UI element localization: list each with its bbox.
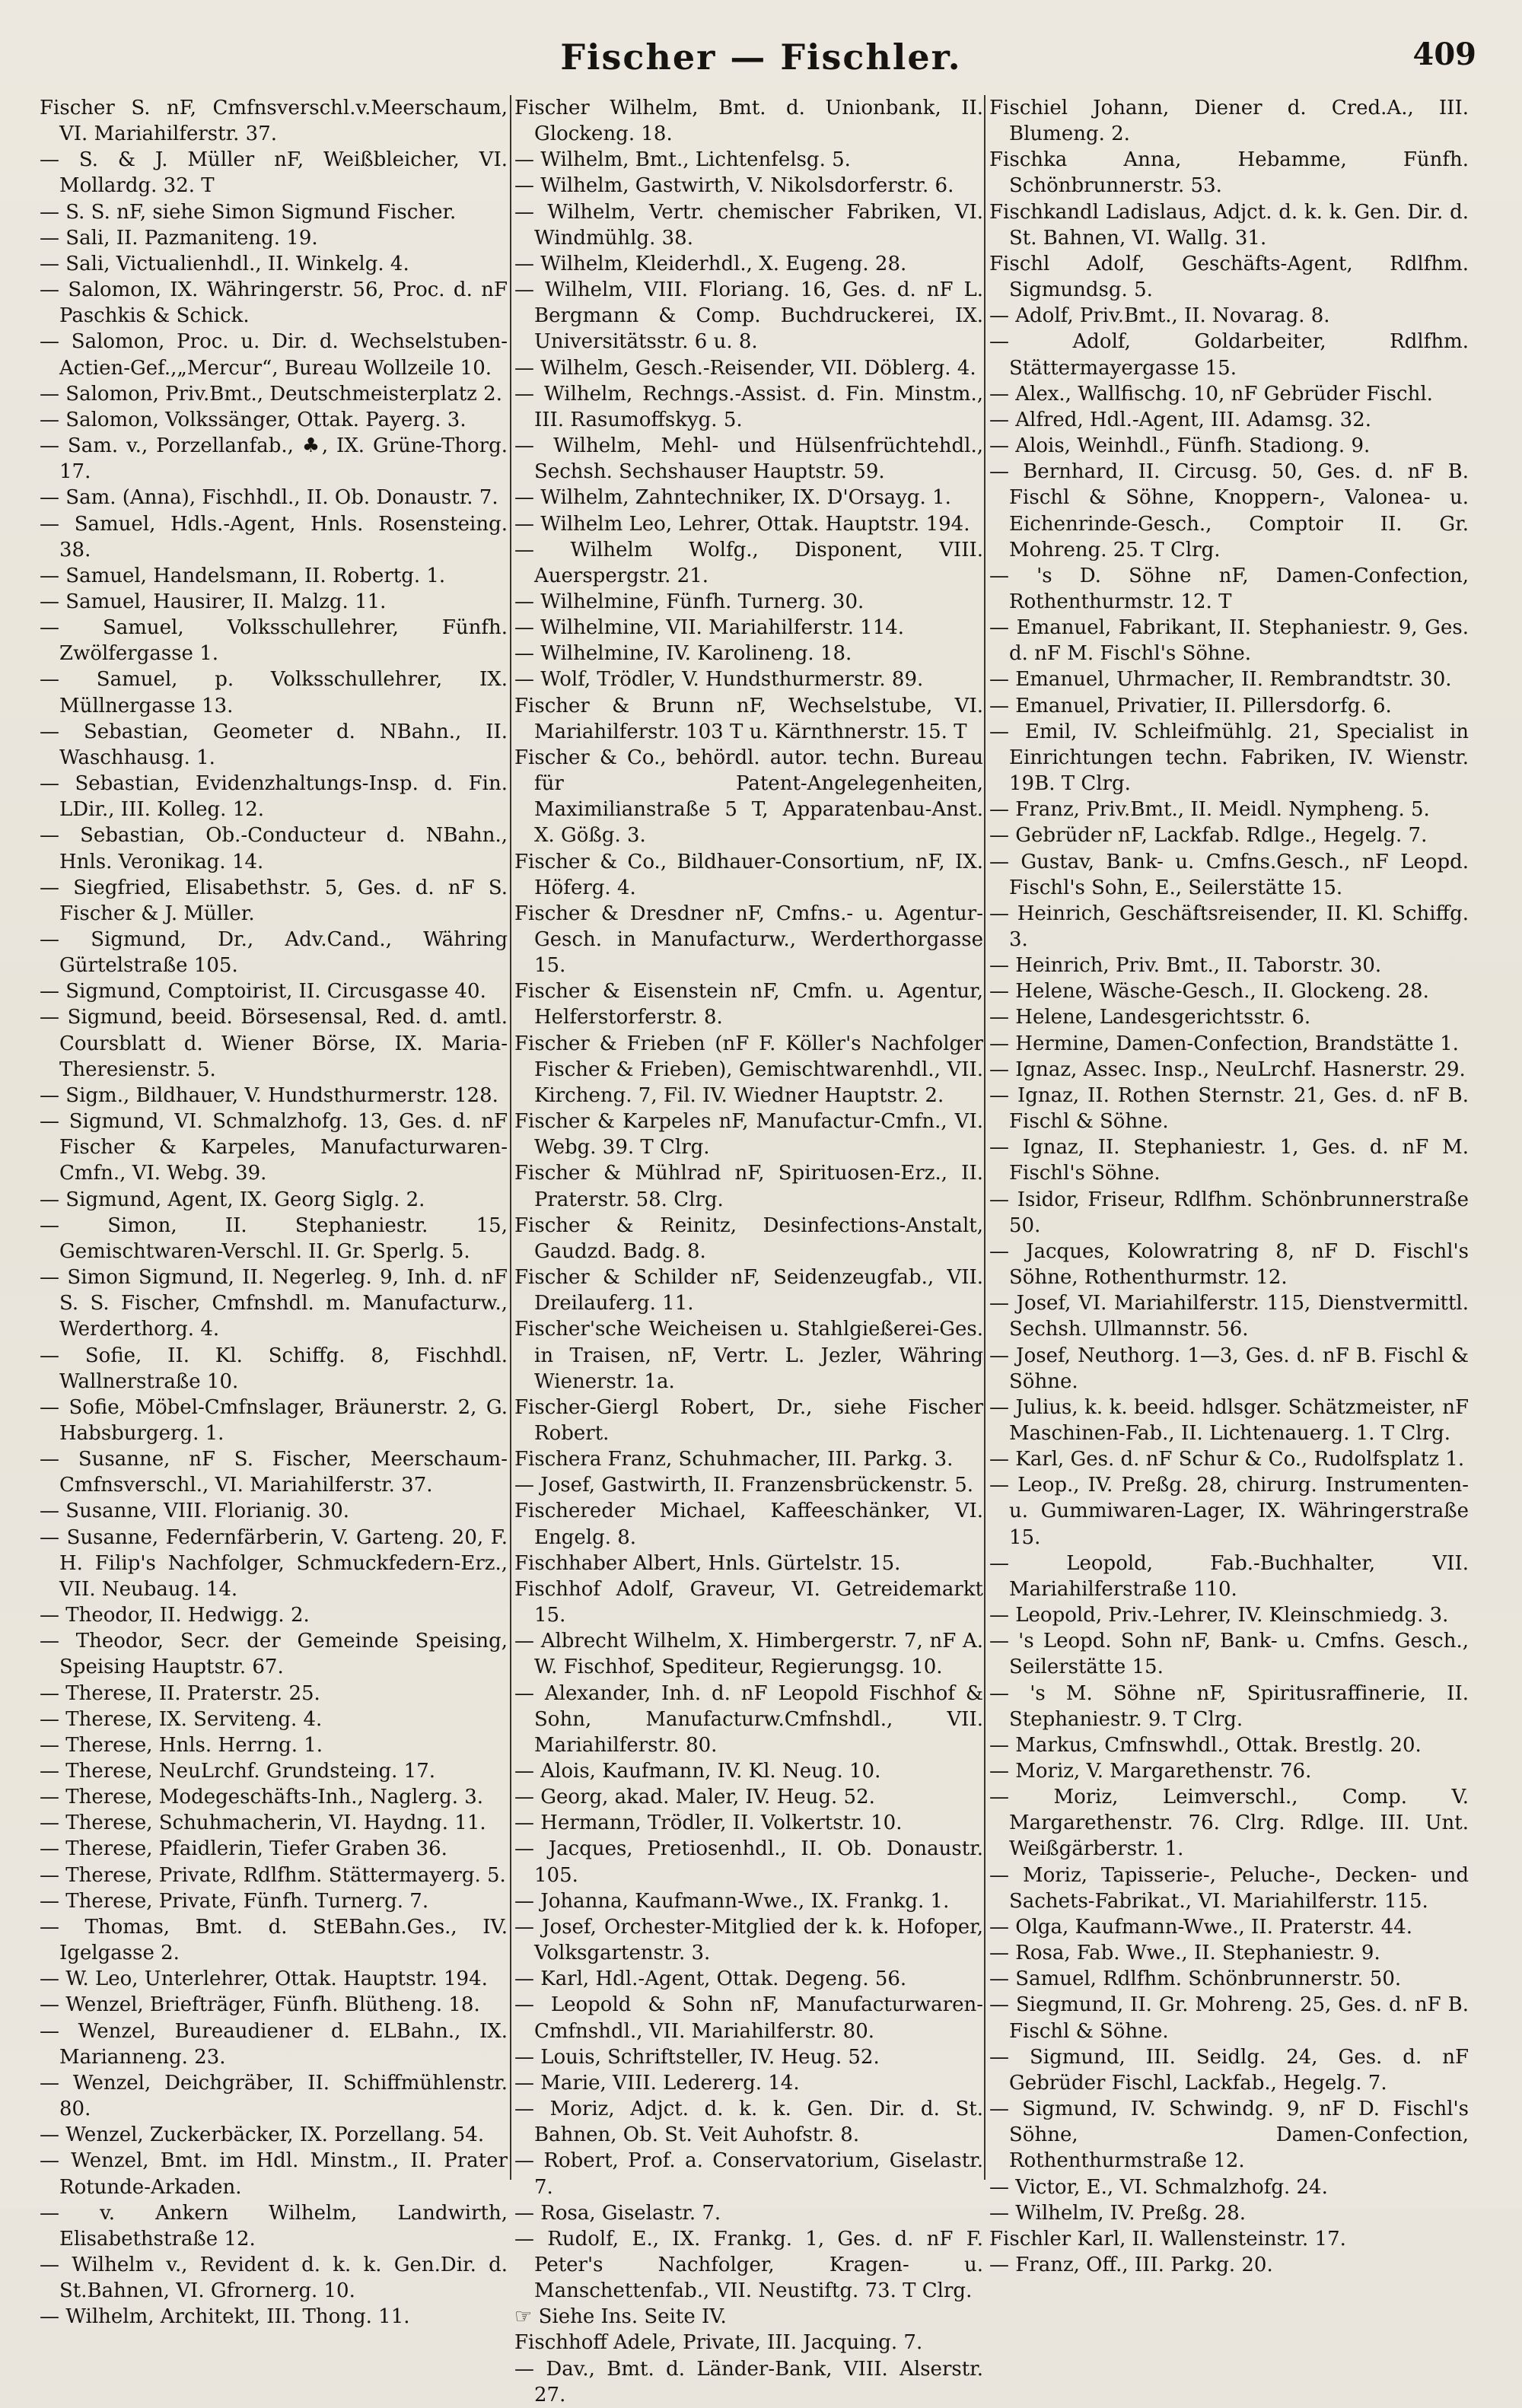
directory-entry: — Louis, Schriftsteller, IV. Heug. 52. bbox=[514, 2045, 880, 2069]
directory-entry: — Wenzel, Briefträger, Fünfh. Blütheng. 18. bbox=[40, 1993, 480, 2017]
directory-entry: — Karl, Ges. d. nF Schur & Co., Rudolfsplatz 1. bbox=[989, 1448, 1465, 1471]
directory-entry: — Markus, Cmfnswhdl., Ottak. Brestlg. 20. bbox=[989, 1733, 1422, 1757]
directory-entry: — Therese, II. Praterstr. 25. bbox=[40, 1681, 320, 1705]
directory-entry: — Gustav, Bank- u. Cmfns.Gesch., nF Leopd. Fischl's Sohn, E., Seilerstätte 15. bbox=[989, 850, 1469, 899]
directory-entry: — Alexander, Inh. d. nF Leopold Fischhof & Sohn, Manufacturw.Cmfnshdl., VII. Mariahilferstr. 80. bbox=[514, 1681, 983, 1757]
directory-entry: — Hermine, Damen-Confection, Brandstätte 1. bbox=[989, 1032, 1459, 1055]
directory-entry: — Bernhard, II. Circusg. 50, Ges. d. nF B. Fischl & Söhne, Knoppern-, Valonea- u. Eichenrinde-Gesch., Comptoir II. Gr. Mohreng. 25. T Clrg. bbox=[989, 460, 1469, 561]
directory-entry: — Jacques, Kolowratring 8, nF D. Fischl's Söhne, Rothenthurmstr. 12. bbox=[989, 1239, 1469, 1290]
directory-entry: — Leop., IV. Preßg. 28, chirurg. Instrumenten- u. Gummiwaren-Lager, IX. Währingerstraße 15. bbox=[989, 1474, 1469, 1549]
directory-entry: — Therese, Private, Fünfh. Turnerg. 7. bbox=[40, 1889, 429, 1913]
directory-entry: — Sebastian, Evidenzhaltungs-Insp. d. Fin. LDir., III. Kolleg. 12. bbox=[40, 772, 508, 822]
directory-entry: — Wilhelm, VIII. Floriang. 16, Ges. d. nF L. Bergmann & Comp. Buchdruckerei, IX. Universitätsstr. 6 u. 8. bbox=[514, 278, 983, 354]
page-header bbox=[0, 30, 1522, 84]
directory-entry: — S. S. nF, siehe Simon Sigmund Fischer. bbox=[40, 200, 457, 224]
directory-entry: — Leopold & Sohn nF, Manufacturwaren-Cmfnshdl., VII. Mariahilferstr. 80. bbox=[514, 1993, 983, 2043]
directory-entry: — Adolf, Goldarbeiter, Rdlfhm. Stättermayergasse 15. bbox=[989, 330, 1469, 380]
directory-entry: — Sam. v., Porzellanfab., ♣, IX. Grüne-Thorg. 17. bbox=[40, 434, 508, 484]
directory-entry: — Therese, IX. Serviteng. 4. bbox=[40, 1707, 323, 1731]
directory-entry: Fischer & Schilder nF, Seidenzeugfab., VII. Dreilauferg. 11. bbox=[514, 1266, 983, 1315]
column-left bbox=[40, 95, 508, 2329]
directory-entry: — Salomon, Volkssänger, Ottak. Payerg. 3. bbox=[40, 408, 466, 431]
directory-entry: — Julius, k. k. beeid. hdlsger. Schätzmeister, nF Maschinen-Fab., II. Lichtenauerg. 1. T Clrg. bbox=[989, 1395, 1469, 1445]
directory-entry: — Wilhelm, Architekt, III. Thong. 11. bbox=[40, 2305, 410, 2329]
directory-entry: Fischer & Eisenstein nF, Cmfn. u. Agentur, Helferstorferstr. 8. bbox=[514, 980, 983, 1029]
directory-entry: — Wilhelm, Rechngs.-Assist. d. Fin. Minstm., III. Rasumoffskyg. 5. bbox=[514, 382, 983, 431]
directory-entry: — Georg, akad. Maler, IV. Heug. 52. bbox=[514, 1786, 875, 1809]
directory-entry: — Franz, Off., III. Parkg. 20. bbox=[989, 2253, 1273, 2276]
directory-entry: — Therese, Modegeschäfts-Inh., Naglerg. 3. bbox=[40, 1786, 484, 1809]
directory-entry: — Sigmund, III. Seidlg. 24, Ges. d. nF Gebrüder Fischl, Lackfab., Hegelg. 7. bbox=[989, 2045, 1469, 2095]
directory-entry: — Wenzel, Bmt. im Hdl. Minstm., II. Prater Rotunde-Arkaden. bbox=[40, 2149, 508, 2199]
directory-entry: — Helene, Wäsche-Gesch., II. Glockeng. 28. bbox=[989, 980, 1429, 1004]
directory-entry: — Alfred, Hdl.-Agent, III. Adamsg. 32. bbox=[989, 408, 1371, 431]
directory-entry: — Dav., Bmt. d. Länder-Bank, VIII. Alserstr. 27. bbox=[514, 2357, 983, 2406]
directory-entry: — Sigm., Bildhauer, V. Hundsthurmerstr. 128. bbox=[40, 1083, 498, 1107]
directory-entry: — Helene, Landesgerichtsstr. 6. bbox=[989, 1006, 1311, 1029]
directory-entry: — Salomon, Priv.Bmt., Deutschmeisterplatz 2. bbox=[40, 382, 502, 406]
directory-entry: — Rosa, Fab. Wwe., II. Stephaniestr. 9. bbox=[989, 1942, 1380, 1965]
directory-entry: Fischer & Frieben (nF F. Köller's Nachfolger Fischer & Frieben), Gemischtwarenhdl., VII. Kircheng. 7, Fil. IV. Wiedner Hauptstr. 2. bbox=[514, 1032, 983, 1107]
directory-entry: — Samuel, p. Volksschullehrer, IX. Müllnergasse 13. bbox=[40, 668, 508, 717]
directory-entry: — Wilhelmine, IV. Karolineng. 18. bbox=[514, 642, 852, 666]
directory-entry: — Moriz, Leimverschl., Comp. V. Margarethenstr. 76. Clrg. Rdlge. III. Unt. Weißgärberstr. 1. bbox=[989, 1786, 1469, 1861]
directory-entry: — Alex., Wallfischg. 10, nF Gebrüder Fischl. bbox=[989, 382, 1433, 406]
directory-entry: — Wilhelm, Gesch.-Reisender, VII. Döblerg. 4. bbox=[514, 356, 976, 380]
directory-entry: Fischera Franz, Schuhmacher, III. Parkg. 3. bbox=[514, 1448, 954, 1471]
directory-entry: Fischl Adolf, Geschäfts-Agent, Rdlfhm. Sigmundsg. 5. bbox=[989, 252, 1469, 302]
directory-entry: — Emanuel, Privatier, II. Pillersdorfg. 6. bbox=[989, 694, 1392, 717]
directory-entry: Fischer & Mühlrad nF, Spirituosen-Erz., II. Praterstr. 58. Clrg. bbox=[514, 1162, 983, 1211]
column-divider bbox=[984, 95, 985, 2180]
directory-entry: — Sigmund, Comptoirist, II. Circusgasse 40. bbox=[40, 980, 486, 1004]
directory-entry: Fischer Wilhelm, Bmt. d. Unionbank, II. Glockeng. 18. bbox=[514, 97, 983, 146]
directory-entry: — Theodor, Secr. der Gemeinde Speising, Speising Hauptstr. 67. bbox=[40, 1630, 508, 1679]
directory-entry: — Sigmund, Dr., Adv.Cand., Währing Gürtelstraße 105. bbox=[40, 928, 508, 978]
directory-entry: — Josef, Orchester-Mitglied der k. k. Hofoper, Volksgartenstr. 3. bbox=[514, 1915, 983, 1965]
directory-entry: Fischkandl Ladislaus, Adjct. d. k. k. Gen. Dir. d. St. Bahnen, VI. Wallg. 31. bbox=[989, 200, 1469, 250]
directory-entry: Fischer-Giergl Robert, Dr., siehe Fischer Robert. bbox=[514, 1395, 983, 1445]
directory-entry: — Moriz, Adjct. d. k. k. Gen. Dir. d. St. Bahnen, Ob. St. Veit Auhofstr. 8. bbox=[514, 2098, 983, 2147]
directory-entry: — Wilhelm v., Revident d. k. k. Gen.Dir. d. St.Bahnen, VI. Gfrornerg. 10. bbox=[40, 2253, 508, 2303]
directory-entry: — Wilhelmine, VII. Mariahilferstr. 114. bbox=[514, 616, 905, 640]
directory-entry: — Simon, II. Stephaniestr. 15, Gemischtwaren-Verschl. II. Gr. Sperlg. 5. bbox=[40, 1214, 508, 1263]
directory-entry: — Wenzel, Zuckerbäcker, IX. Porzellang. 54. bbox=[40, 2123, 485, 2147]
directory-entry: Fischka Anna, Hebamme, Fünfh. Schönbrunnerstr. 53. bbox=[989, 148, 1469, 198]
directory-entry: Fischer'sche Weicheisen u. Stahlgießerei-Ges. in Traisen, nF, Vertr. L. Jezler, Währing Wienerstr. 1a. bbox=[514, 1318, 983, 1393]
directory-entry: — Therese, Pfaidlerin, Tiefer Graben 36. bbox=[40, 1837, 447, 1861]
directory-entry: ☞ Siehe Ins. Seite IV. bbox=[514, 2305, 727, 2329]
directory-entry: — Leopold, Priv.-Lehrer, IV. Kleinschmiedg. 3. bbox=[989, 1604, 1449, 1627]
directory-entry: Fischer & Dresdner nF, Cmfns.- u. Agentur-Gesch. in Manufacturw., Werderthorgasse 15. bbox=[514, 902, 983, 978]
column-right bbox=[989, 95, 1469, 2276]
directory-entry: — Theodor, II. Hedwigg. 2. bbox=[40, 1604, 310, 1627]
directory-entry: — W. Leo, Unterlehrer, Ottak. Hauptstr. 194. bbox=[40, 1967, 488, 1991]
directory-entry: — Marie, VIII. Ledererg. 14. bbox=[514, 2071, 800, 2095]
directory-entry: — Thomas, Bmt. d. StEBahn.Ges., IV. Igelgasse 2. bbox=[40, 1915, 508, 1965]
directory-entry: — Wilhelm, Mehl- und Hülsenfrüchtehdl., Sechsh. Sechshauser Hauptstr. 59. bbox=[514, 434, 983, 484]
page-number: 409 bbox=[1412, 37, 1476, 72]
directory-entry: Fischer & Reinitz, Desinfections-Anstalt, Gaudzd. Badg. 8. bbox=[514, 1214, 983, 1263]
directory-entry: — Sebastian, Ob.-Conducteur d. NBahn., Hnls. Veronikag. 14. bbox=[40, 824, 508, 873]
directory-entry: — Wilhelm, Vertr. chemischer Fabriken, VI. Windmühlg. 38. bbox=[514, 200, 983, 250]
directory-entry: — 's M. Söhne nF, Spiritusraffinerie, II. Stephaniestr. 9. T Clrg. bbox=[989, 1681, 1469, 1731]
directory-entry: Fischiel Johann, Diener d. Cred.A., III. Blumeng. 2. bbox=[989, 97, 1469, 146]
directory-entry: — Salomon, Proc. u. Dir. d. Wechselstuben-Actien-Gef.,„Mercur“, Bureau Wollzeile 10. bbox=[40, 330, 508, 380]
directory-entry: — Josef, Neuthorg. 1—3, Ges. d. nF B. Fischl & Söhne. bbox=[989, 1344, 1469, 1393]
directory-entry: — Moriz, V. Margarethenstr. 76. bbox=[989, 1760, 1312, 1783]
directory-entry: — Siegfried, Elisabethstr. 5, Ges. d. nF S. Fischer & J. Müller. bbox=[40, 876, 508, 925]
directory-entry: — Therese, Schuhmacherin, VI. Haydng. 11. bbox=[40, 1812, 486, 1835]
directory-entry: — Alois, Weinhdl., Fünfh. Stadiong. 9. bbox=[989, 434, 1371, 458]
directory-entry: Fischer & Co., behördl. autor. techn. Bureau für Patent-Angelegenheiten, Maximilianstraße 5 T, Apparatenbau-Anst. X. Gößg. 3. bbox=[514, 746, 983, 848]
directory-entry: — S. & J. Müller nF, Weißbleicher, VI. Mollardg. 32. T bbox=[40, 148, 508, 198]
directory-entry: — v. Ankern Wilhelm, Landwirth, Elisabethstraße 12. bbox=[40, 2201, 508, 2251]
directory-entry: — Samuel, Handelsmann, II. Robertg. 1. bbox=[40, 564, 446, 587]
directory-entry: — Olga, Kaufmann-Wwe., II. Praterstr. 44. bbox=[989, 1915, 1413, 1939]
directory-entry: — Johanna, Kaufmann-Wwe., IX. Frankg. 1. bbox=[514, 1889, 950, 1913]
directory-entry: — Therese, Hnls. Herrng. 1. bbox=[40, 1733, 323, 1757]
directory-entry: Fischhaber Albert, Hnls. Gürtelstr. 15. bbox=[514, 1551, 901, 1575]
directory-entry: — Josef, Gastwirth, II. Franzensbrückenstr. 5. bbox=[514, 1474, 974, 1497]
directory-entry: — Sali, Victualienhdl., II. Winkelg. 4. bbox=[40, 252, 409, 275]
directory-entry: — Samuel, Volksschullehrer, Fünfh. Zwölfergasse 1. bbox=[40, 616, 508, 666]
directory-entry: — Emanuel, Uhrmacher, II. Rembrandtstr. 30. bbox=[989, 668, 1452, 692]
directory-entry: — 's Leopd. Sohn nF, Bank- u. Cmfns. Gesch., Seilerstätte 15. bbox=[989, 1630, 1469, 1679]
directory-entry: — Therese, Private, Rdlfhm. Stättermayerg. 5. bbox=[40, 1863, 506, 1887]
directory-entry: Fischer & Karpeles nF, Manufactur-Cmfn., VI. Webg. 39. T Clrg. bbox=[514, 1110, 983, 1159]
directory-entry: — Ignaz, II. Stephaniestr. 1, Ges. d. nF M. Fischl's Söhne. bbox=[989, 1136, 1469, 1185]
directory-entry: Fischereder Michael, Kaffeeschänker, VI. Engelg. 8. bbox=[514, 1500, 983, 1549]
directory-entry: — Wilhelm, Bmt., Lichtenfelsg. 5. bbox=[514, 148, 851, 172]
directory-entry: — Victor, E., VI. Schmalzhofg. 24. bbox=[989, 2175, 1328, 2199]
column-divider bbox=[510, 95, 511, 2180]
directory-entry: — Wilhelm Leo, Lehrer, Ottak. Hauptstr. 194. bbox=[514, 512, 970, 536]
directory-entry: — Sigmund, VI. Schmalzhofg. 13, Ges. d. nF Fischer & Karpeles, Manufacturwaren-Cmfn., VI. Webg. 39. bbox=[40, 1110, 508, 1185]
directory-entry: — Therese, NeuLrchf. Grundsteing. 17. bbox=[40, 1760, 436, 1783]
directory-entry: — Emanuel, Fabrikant, II. Stephaniestr. 9, Ges. d. nF M. Fischl's Söhne. bbox=[989, 616, 1469, 666]
directory-entry: — Alois, Kaufmann, IV. Kl. Neug. 10. bbox=[514, 1760, 881, 1783]
directory-entry: — Wilhelm Wolfg., Disponent, VIII. Auerspergstr. 21. bbox=[514, 538, 983, 587]
directory-entry: — Wilhelm, IV. Preßg. 28. bbox=[989, 2201, 1247, 2225]
directory-entry: — Albrecht Wilhelm, X. Himbergerstr. 7, nF A. W. Fischhof, Spediteur, Regierungsg. 10. bbox=[514, 1630, 983, 1679]
directory-entry: — Adolf, Priv.Bmt., II. Novarag. 8. bbox=[989, 304, 1330, 328]
directory-entry: Fischhoff Adele, Private, III. Jacquing. 7. bbox=[514, 2331, 923, 2355]
directory-entry: — Rosa, Giselastr. 7. bbox=[514, 2201, 721, 2225]
directory-entry: — Sofie, Möbel-Cmfnslager, Bräunerstr. 2, G. Habsburgerg. 1. bbox=[40, 1395, 508, 1445]
directory-entry: — Wilhelm, Zahntechniker, IX. D'Orsayg. 1. bbox=[514, 486, 951, 510]
directory-entry: Fischer & Brunn nF, Wechselstube, VI. Mariahilferstr. 103 T u. Kärnthnerstr. 15. T bbox=[514, 694, 983, 743]
directory-entry: — Sigmund, IV. Schwindg. 9, nF D. Fischl's Söhne, Damen-Confection, Rothenthurmstraße 12. bbox=[989, 2098, 1469, 2173]
directory-entry: — Wilhelmine, Fünfh. Turnerg. 30. bbox=[514, 590, 864, 613]
directory-entry: — Heinrich, Geschäftsreisender, II. Kl. Schiffg. 3. bbox=[989, 902, 1469, 951]
directory-entry: — Sigmund, Agent, IX. Georg Siglg. 2. bbox=[40, 1188, 425, 1211]
column-middle bbox=[514, 95, 983, 2406]
directory-entry: — Samuel, Rdlfhm. Schönbrunnerstr. 50. bbox=[989, 1967, 1402, 1991]
directory-entry: Fischhof Adolf, Graveur, VI. Getreidemarkt 15. bbox=[514, 1577, 983, 1627]
directory-entry: — Hermann, Trödler, II. Volkertstr. 10. bbox=[514, 1812, 903, 1835]
directory-entry: — Susanne, VIII. Florianig. 30. bbox=[40, 1500, 350, 1523]
directory-entry: — Robert, Prof. a. Conservatorium, Giselastr. 7. bbox=[514, 2149, 983, 2199]
directory-entry: — Emil, IV. Schleifmühlg. 21, Specialist in Einrichtungen techn. Fabriken, IV. Wienstr. 19B. T Clrg. bbox=[989, 720, 1469, 796]
directory-entry: — Salomon, IX. Währingerstr. 56, Proc. d. nF Paschkis & Schick. bbox=[40, 278, 508, 328]
directory-entry: — Moriz, Tapisserie-, Peluche-, Decken- und Sachets-Fabrikat., VI. Mariahilferstr. 115. bbox=[989, 1863, 1469, 1913]
directory-entry: — Sam. (Anna), Fischhdl., II. Ob. Donaustr. 7. bbox=[40, 486, 498, 510]
directory-entry: — Sigmund, beeid. Börsesensal, Red. d. amtl. Coursblatt d. Wiener Börse, IX. Maria-Theresienstr. 5. bbox=[40, 1006, 508, 1081]
directory-entry: — Susanne, nF S. Fischer, Meerschaum-Cmfnsverschl., VI. Mariahilferstr. 37. bbox=[40, 1448, 508, 1497]
directory-entry: — Susanne, Federnfärberin, V. Garteng. 20, F. H. Filip's Nachfolger, Schmuckfedern-Erz., VII. Neubaug. 14. bbox=[40, 1525, 508, 1601]
directory-entry: — Simon Sigmund, II. Negerleg. 9, Inh. d. nF S. S. Fischer, Cmfnshdl. m. Manufacturw., Werderthorg. 4. bbox=[40, 1266, 508, 1341]
directory-entry: — Karl, Hdl.-Agent, Ottak. Degeng. 56. bbox=[514, 1967, 907, 1991]
page-title: Fischer — Fischler. bbox=[560, 37, 962, 78]
directory-entry: — Ignaz, II. Rothen Sternstr. 21, Ges. d. nF B. Fischl & Söhne. bbox=[989, 1083, 1469, 1134]
directory-entry: — Wenzel, Bureaudiener d. ELBahn., IX. Marianneng. 23. bbox=[40, 2019, 508, 2069]
directory-entry: Fischer & Co., Bildhauer-Consortium, nF, IX. Höferg. 4. bbox=[514, 850, 983, 899]
directory-entry: — Sali, II. Pazmaniteng. 19. bbox=[40, 226, 318, 250]
directory-entry: Fischler Karl, II. Wallensteinstr. 17. bbox=[989, 2227, 1346, 2251]
directory-entry: — Gebrüder nF, Lackfab. Rdlge., Hegelg. 7. bbox=[989, 824, 1428, 848]
directory-entry: — 's D. Söhne nF, Damen-Confection, Rothenthurmstr. 12. T bbox=[989, 564, 1469, 613]
directory-entry: — Siegmund, II. Gr. Mohreng. 25, Ges. d. nF B. Fischl & Söhne. bbox=[989, 1993, 1469, 2043]
directory-entry: — Wilhelm, Kleiderhdl., X. Eugeng. 28. bbox=[514, 252, 907, 275]
directory-entry: — Wilhelm, Gastwirth, V. Nikolsdorferstr. 6. bbox=[514, 174, 954, 198]
directory-entry: — Josef, VI. Mariahilferstr. 115, Dienstvermittl. Sechsh. Ullmannstr. 56. bbox=[989, 1292, 1469, 1341]
directory-entry: — Ignaz, Assec. Insp., NeuLrchf. Hasnerstr. 29. bbox=[989, 1058, 1466, 1081]
directory-entry: — Samuel, Hdls.-Agent, Hnls. Rosensteing. 38. bbox=[40, 512, 508, 561]
directory-entry: — Jacques, Pretiosenhdl., II. Ob. Donaustr. 105. bbox=[514, 1837, 983, 1887]
directory-entry: — Rudolf, E., IX. Frankg. 1, Ges. d. nF F. Peter's Nachfolger, Kragen- u. Manschettenfab., VII. Neustiftg. 73. T Clrg. bbox=[514, 2227, 983, 2303]
directory-entry: — Wenzel, Deichgräber, II. Schiffmühlenstr. 80. bbox=[40, 2071, 508, 2121]
directory-entry: — Isidor, Friseur, Rdlfhm. Schönbrunnerstraße 50. bbox=[989, 1188, 1469, 1237]
directory-entry: — Sebastian, Geometer d. NBahn., II. Waschhausg. 1. bbox=[40, 720, 508, 769]
directory-entry: — Samuel, Hausirer, II. Malzg. 11. bbox=[40, 590, 387, 613]
directory-entry: — Wolf, Trödler, V. Hundsthurmerstr. 89. bbox=[514, 668, 924, 692]
directory-entry: Fischer S. nF, Cmfnsverschl.v.Meerschaum, VI. Mariahilferstr. 37. bbox=[40, 97, 508, 146]
directory-entry: — Franz, Priv.Bmt., II. Meidl. Nympheng. 5. bbox=[989, 798, 1430, 822]
directory-entry: — Sofie, II. Kl. Schiffg. 8, Fischhdl. Wallnerstraße 10. bbox=[40, 1344, 508, 1393]
directory-entry: — Heinrich, Priv. Bmt., II. Taborstr. 30. bbox=[989, 954, 1382, 978]
directory-entry: — Leopold, Fab.-Buchhalter, VII. Mariahilferstraße 110. bbox=[989, 1551, 1469, 1601]
